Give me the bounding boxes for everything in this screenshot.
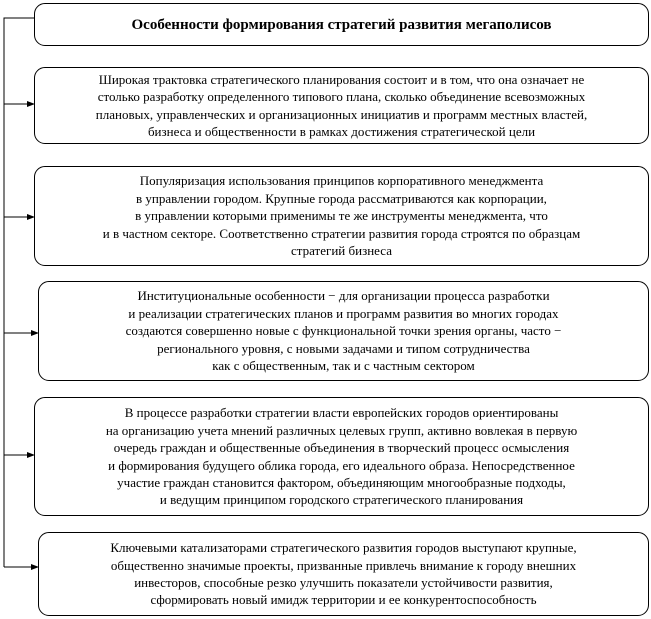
feature-text-3: Институциональные особенности − для организации процесса разработки и реализации стратегических планов и программ развития во многих городах создаются совершенно новые с функциональной точки зрения органы, часто − регионального уровня, с новыми задачами и типом сотрудничества как с общественным, так и с частным сектором: [125, 288, 562, 374]
branch-arrow-5: [4, 564, 39, 570]
branch-arrow-3: [4, 330, 39, 336]
feature-text-2: Популяризация использования принципов корпоративного менеджмента в управлении городом. Крупные города рассматриваются как корпорации, в управлении которыми применимы те же инструменты менеджмента, что и в частном секторе. Соответственно стратегии развития города строятся по образцам стратегий бизнеса: [102, 173, 581, 259]
branch-arrow-4: [4, 452, 35, 458]
feature-box-4: [34, 397, 649, 516]
feature-box-3: [38, 281, 649, 381]
feature-box-1: [34, 67, 649, 144]
branch-arrow-1: [4, 101, 35, 107]
feature-box-5: [38, 532, 649, 616]
branch-arrow-2: [4, 214, 35, 220]
feature-box-2: [34, 166, 649, 266]
feature-text-4: В процессе разработки стратегии власти европейских городов ориентированы на организацию учета мнений различных целевых групп, активно вовлекая в первую очередь граждан и общественные объединения в творческий процесс осмысления и формирования будущего облика города, его идеального образа. Непосредственное участие граждан становится фактором, объединяющим многообразные подходы, и ведущим принципом городского стратегического планирования: [105, 405, 578, 508]
diagram-title-box: [34, 3, 649, 46]
main-vertical-connector: [4, 18, 34, 567]
feature-text-5: Ключевыми катализаторами стратегического развития городов выступают крупные, общественно значимые проекты, призванные привлечь внимание к городу внешних инвесторов, способные резко улучшить показатели устойчивости развития, сформировать новый имидж территории и ее конкурентоспособность: [110, 540, 577, 608]
diagram-title: Особенности формирования стратегий развития мегаполисов: [131, 16, 552, 33]
feature-text-1: Широкая трактовка стратегического планирования состоит и в том, что она означает не столько разработку определенного типового плана, сколько объединение всевозможных плановых, управленческих и организационных инициатив и программ местных властей, бизнеса и общественности в рамках достижения стратегической цели: [95, 71, 588, 139]
